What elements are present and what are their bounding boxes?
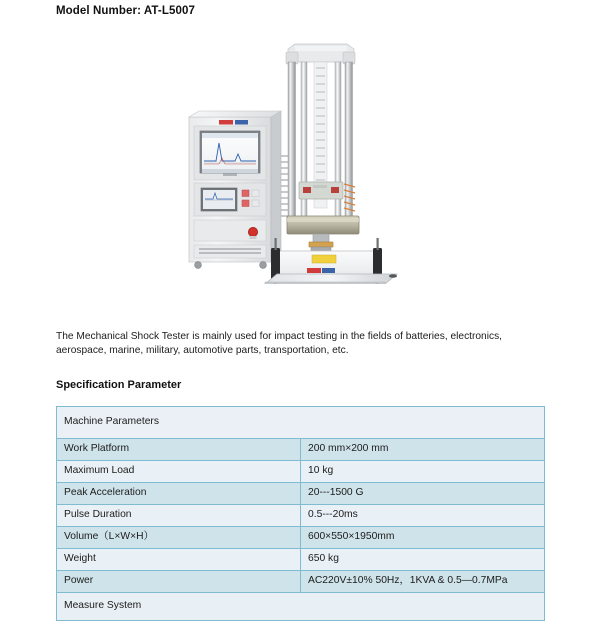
product-photo: [175, 32, 425, 284]
model-number-heading: Model Number: AT-L5007: [56, 5, 195, 17]
row-value: 200 mm×200 mm: [301, 439, 545, 461]
table-section-header-row: [57, 407, 545, 439]
specification-table-body: [57, 407, 545, 621]
guide-rail: [335, 62, 341, 224]
row-label: Peak Acceleration: [57, 483, 301, 505]
anvil-ring: [309, 242, 333, 247]
row-label: Power: [57, 571, 301, 593]
product-description: The Mechanical Shock Tester is mainly used for impact testing in the fields of batteries, electronics, aerospace, marine, military, automotive parts, transportation, etc.: [56, 330, 536, 358]
row-value: 0.5---20ms: [301, 505, 545, 527]
base-logo-red: [307, 268, 321, 273]
measure-system-header: Measure System: [57, 593, 545, 621]
guide-rail: [301, 62, 307, 224]
shock-test-tower: [265, 44, 397, 284]
control-cabinet: [189, 111, 281, 268]
table-row: [57, 439, 545, 461]
row-value: AC220V±10% 50Hz，1KVA & 0.5—0.7MPa: [301, 571, 545, 593]
caution-label: [312, 255, 336, 263]
specification-parameter-heading: Specification Parameter: [56, 379, 181, 391]
row-value: 20---1500 G: [301, 483, 545, 505]
table-section-footer-row: [57, 593, 545, 621]
row-label: Volume（L×W×H）: [57, 527, 301, 549]
table-row: [57, 527, 545, 549]
brand-logo-red: [219, 120, 233, 125]
row-label: Work Platform: [57, 439, 301, 461]
left-coil-spring: [281, 156, 288, 216]
machine-parameters-header: Machine Parameters: [57, 407, 545, 439]
row-value: 10 kg: [301, 461, 545, 483]
row-label: Pulse Duration: [57, 505, 301, 527]
table-row: [57, 571, 545, 593]
table-row: [57, 549, 545, 571]
specification-table: [56, 406, 545, 621]
table-row: [57, 505, 545, 527]
product-photo-illustration: [175, 32, 425, 284]
emergency-stop-button: [248, 227, 257, 236]
table-row: [57, 483, 545, 505]
brand-logo-blue: [235, 120, 248, 125]
row-value: 650 kg: [301, 549, 545, 571]
guide-rail: [288, 62, 296, 224]
guide-rail: [345, 62, 353, 224]
base-logo-blue: [322, 268, 335, 273]
row-value: 600×550×1950mm: [301, 527, 545, 549]
row-label: Maximum Load: [57, 461, 301, 483]
table-row: [57, 461, 545, 483]
row-label: Weight: [57, 549, 301, 571]
